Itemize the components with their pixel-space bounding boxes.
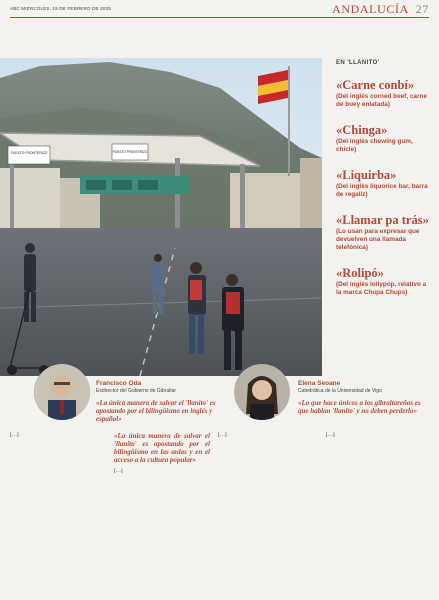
glossary-item [336, 213, 431, 252]
sign-left-text: PUESTO FRONTERIZO [10, 151, 48, 155]
page-header-date: ABC MIÉRCOLES, 19 DE FEBRERO DE 2025 [10, 6, 111, 11]
glossary-desc: (Lo usan para expresar que devuelven una llamada telefónica) [336, 228, 420, 251]
sign-right-text: PUESTO FRONTERIZO [112, 150, 148, 154]
page-number: 27 [415, 2, 429, 16]
glossary-item [336, 168, 431, 199]
glossary-word: «Llamar pa trás» [336, 213, 429, 227]
glossary-word: «Chinga» [336, 123, 388, 137]
person-role: Exdirector del Gobierno de Gibraltar [96, 388, 177, 394]
glossary-word: «Liquirba» [336, 168, 397, 182]
glossary-item [336, 123, 431, 154]
body-column-3: […] [218, 432, 227, 438]
quote-francisco-oda [96, 380, 216, 423]
portrait-elena-seoane [234, 364, 290, 420]
main-photo [0, 58, 322, 376]
glossary-title: EN 'LLANITO' [336, 60, 380, 66]
glossary-word: «Carne conbí» [336, 78, 415, 92]
body-column-1: […] [10, 432, 19, 438]
pull-quote: «La única manera de salvar el 'llanito' es apostando por el bilingüismo en las aulas y en el acceso a la cultura popular» [114, 432, 210, 464]
section-header [332, 2, 429, 17]
glossary-desc: (Del inglés liquorice bar, barra de regaliz) [336, 183, 428, 198]
glossary-sidebar [336, 60, 431, 311]
header-rule [10, 17, 429, 18]
body-column-2-text: […] [114, 468, 123, 474]
section-name: ANDALUCÍA [332, 2, 409, 16]
person-role: Catedrática de la Universidad de Vigo [298, 388, 382, 394]
person-quote: «Lo que hace únicos a los gibraltareños es que hablan 'llanito' y no deben perderlo» [298, 399, 421, 415]
glossary-item [336, 266, 431, 297]
person-name: Elena Seoane [298, 380, 341, 387]
portrait-francisco-oda [34, 364, 90, 420]
glossary-item [336, 78, 431, 109]
glossary-desc: (Del inglés chewing gum, chicle) [336, 138, 413, 153]
glossary-desc: (Del inglés corned beef, carne de buey enlatada) [336, 93, 427, 108]
body-column-2 [114, 432, 210, 592]
person-quote: «La única manera de salvar el 'llanito' es apostando por el bilingüismo en inglés y español» [96, 399, 216, 423]
quote-elena-seoane [298, 380, 428, 415]
person-name: Francisco Oda [96, 380, 142, 387]
glossary-desc: (Del inglés lollypop, relativo a la marca Chupa Chups) [336, 281, 427, 296]
body-column-4: […] [326, 432, 335, 438]
glossary-word: «Rolipó» [336, 266, 384, 280]
